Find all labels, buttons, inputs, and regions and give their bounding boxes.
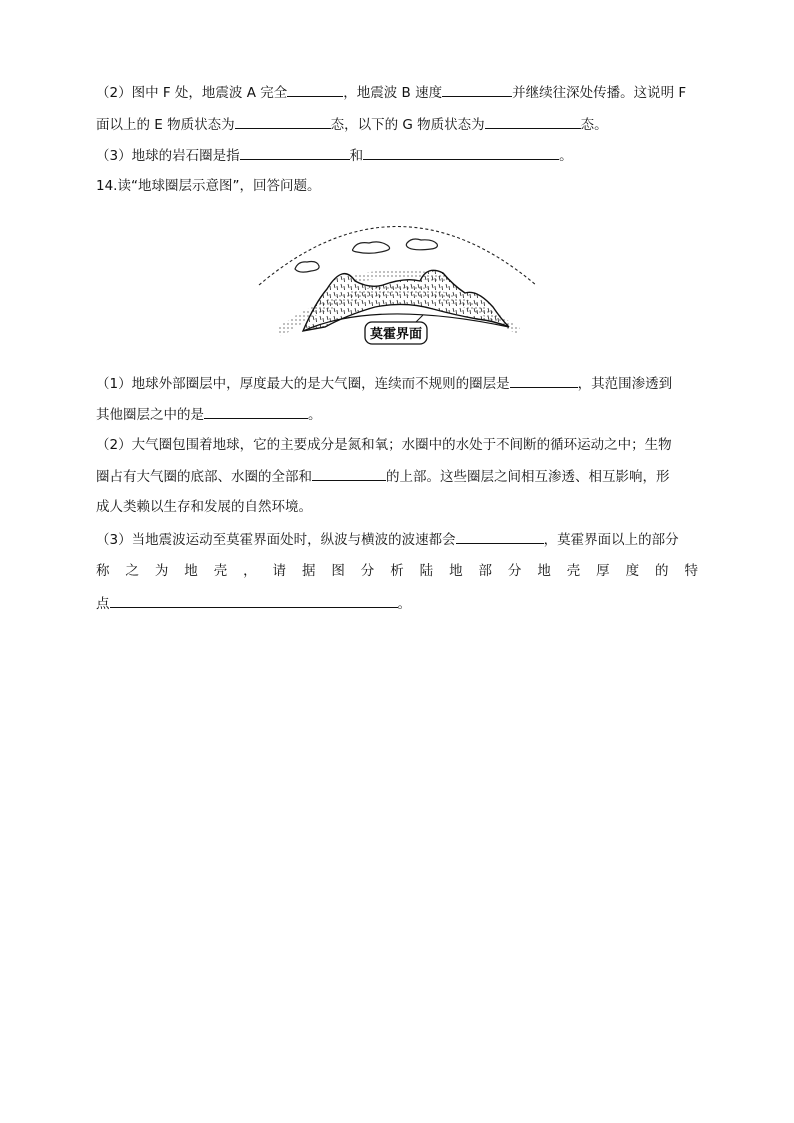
q13-blank-e-state (235, 114, 331, 129)
q14-part1-text-d: 。 (308, 407, 322, 423)
q14-part3-text-c: 点 (96, 596, 110, 612)
q14-part3-line3 (96, 593, 411, 614)
q14-blank-wave-change (456, 529, 544, 544)
q14-char: 陆 (419, 563, 434, 579)
q14-blank-lithosphere (312, 466, 386, 481)
q14-part2-line1: （2）大气圈包围着地球，它的主要成分是氮和氧；水圈中的水处于不间断的循环运动之中；生物 (96, 437, 672, 453)
cloud-icon (295, 262, 319, 273)
q14-part1-text-c: 其他圈层之中的是 (96, 407, 204, 423)
q14-char: 的 (655, 563, 669, 579)
q14-char: 据 (301, 563, 316, 579)
q13-blank-wave-b (442, 82, 512, 97)
q13-blank-lithosphere-1 (240, 145, 350, 160)
q13-blank-g-state (485, 114, 581, 129)
q13-part2-text-b: ，地震波 B 速度 (343, 85, 443, 101)
q14-char: 析 (390, 563, 404, 579)
q14-blank-hydrosphere (510, 373, 578, 388)
q14-part3-text-d: 。 (397, 596, 411, 612)
q14-part3-text-b: ，莫霍界面以上的部分 (543, 532, 679, 548)
q14-char: 部 (478, 563, 492, 579)
q14-char: 分 (360, 563, 375, 579)
q13-part2-line1 (96, 82, 686, 103)
q14-char: 特 (684, 563, 698, 579)
q14-part2-text-b: 的上部。这些圈层之间相互渗透、相互影响，形 (386, 469, 670, 485)
q14-char: 为 (154, 563, 169, 579)
q14-part1-line2 (96, 404, 322, 425)
q13-blank-wave-a (287, 82, 343, 97)
q14-part3-line2 (96, 561, 698, 581)
moho-label: 莫霍界面 (369, 327, 423, 342)
q14-char: 地 (184, 563, 198, 579)
q13-part2-line2 (96, 114, 608, 135)
q13-blank-lithosphere-2 (363, 145, 559, 160)
cloud-icon (353, 242, 390, 253)
q14-blank-crust-thickness (110, 593, 398, 608)
q14-part3-text-a: （3）当地震波运动至莫霍界面处时，纵波与横波的波速都会 (96, 532, 456, 548)
cloud-icon (406, 239, 437, 250)
q14-char: ， (243, 563, 257, 579)
q14-char: 图 (331, 563, 345, 579)
q13-part2-text-e: 态，以下的 G 物质状态为 (330, 117, 485, 133)
q14-part1-line1 (96, 373, 672, 394)
q14-char: 称 (96, 563, 110, 579)
q14-char: 地 (449, 563, 463, 579)
q14-char: 厚 (596, 563, 610, 579)
q14-blank-biosphere (204, 404, 308, 419)
q14-part2-text-a: 圈占有大气圈的底部、水圈的全部和 (96, 469, 312, 485)
q14-part3-line1 (96, 529, 679, 550)
q13-part2-text-d: 面以上的 E 物质状态为 (96, 117, 235, 133)
q13-part2-text-a: （2）图中 F 处，地震波 A 完全 (96, 85, 288, 101)
q14-title: 14.读“地球圈层示意图”，回答问题。 (96, 178, 321, 194)
q14-part2-line2 (96, 466, 670, 487)
q14-part1-text-a: （1）地球外部圈层中，厚度最大的是大气圈，连续而不规则的圈层是 (96, 376, 510, 392)
q14-char: 分 (507, 563, 522, 579)
q13-part3-text-b: 和 (349, 148, 364, 164)
q14-char: 壳 (566, 563, 581, 579)
q13-part3-text-c: 。 (559, 148, 573, 164)
q14-char: 请 (272, 563, 287, 579)
q14-part1-text-b: ，其范围渗透到 (577, 376, 673, 392)
q14-char: 地 (537, 563, 551, 579)
q14-char: 度 (625, 563, 640, 579)
q14-part2-line3: 成人类赖以生存和发展的自然环境。 (96, 499, 312, 515)
q13-part2-text-f: 态。 (580, 117, 608, 133)
q14-char: 之 (125, 563, 139, 579)
q13-part3-text-a: （3）地球的岩石圈是指 (96, 148, 240, 164)
q13-part2-text-c: 并继续往深处传播。这说明 F (512, 85, 687, 101)
q14-char: 壳 (213, 563, 228, 579)
earth-spheres-figure (255, 203, 540, 351)
q13-part3-line (96, 145, 573, 166)
